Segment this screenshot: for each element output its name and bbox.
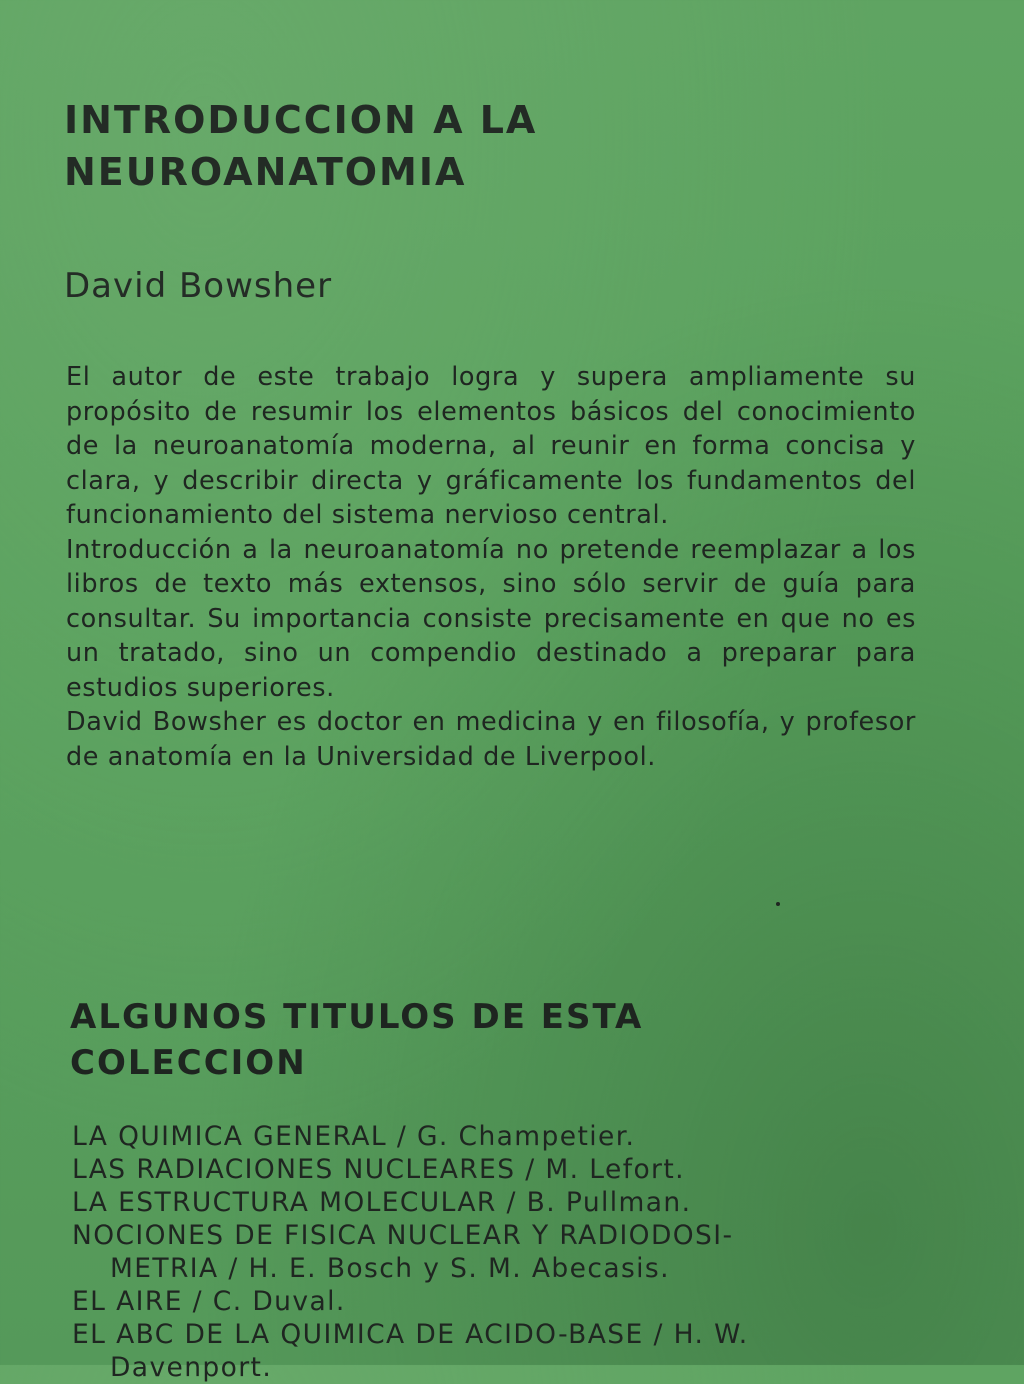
book-description <box>66 360 916 774</box>
collection-title-item-continuation: Davenport. <box>110 1352 273 1383</box>
collection-heading-line-2: COLECCION <box>70 1043 307 1083</box>
collection-title-item-continuation: METRIA / H. E. Bosch y S. M. Abecasis. <box>110 1253 670 1284</box>
book-title-line-2: NEUROANATOMIA <box>64 150 467 194</box>
book-title-line-1: INTRODUCCION A LA <box>64 98 538 142</box>
collection-title-item: NOCIONES DE FISICA NUCLEAR Y RADIODOSI- <box>72 1220 734 1251</box>
collection-heading-line-1: ALGUNOS TITULOS DE ESTA <box>70 997 644 1037</box>
collection-title-item: LA ESTRUCTURA MOLECULAR / B. Pullman. <box>72 1187 692 1218</box>
book-title <box>64 94 684 198</box>
collection-title-item: LAS RADIACIONES NUCLEARES / M. Lefort. <box>72 1154 685 1185</box>
book-author: David Bowsher <box>64 266 333 306</box>
description-paragraph: El autor de este trabajo logra y supera ampliamente su propósito de resumir los elementos básicos del conocimiento de la neuroanatomía moderna, al reunir en forma concisa y clara, y describir directa y gráficamente los fundamentos del funcionamiento del sistema nervioso central. <box>66 362 916 530</box>
collection-title-item: LA QUIMICA GENERAL / G. Champetier. <box>72 1121 636 1152</box>
author-bio-paragraph: David Bowsher es doctor en medicina y en filosofía, y profesor de anatomía en la Universidad de Liverpool. <box>66 707 916 772</box>
description-paragraph: Introducción a la neuroanatomía no pretende reemplazar a los libros de texto más extensos, sino sólo servir de guía para consultar. Su importancia consiste precisamente en que no es un tratado, sino un compendio destinado a preparar para estudios superiores. <box>66 534 916 703</box>
print-speck <box>776 902 780 906</box>
collection-heading <box>70 994 710 1086</box>
collection-title-item: EL ABC DE LA QUIMICA DE ACIDO-BASE / H. W. <box>72 1319 749 1350</box>
collection-title-item: EL AIRE / C. Duval. <box>72 1286 346 1317</box>
collection-title-list <box>72 1120 902 1384</box>
